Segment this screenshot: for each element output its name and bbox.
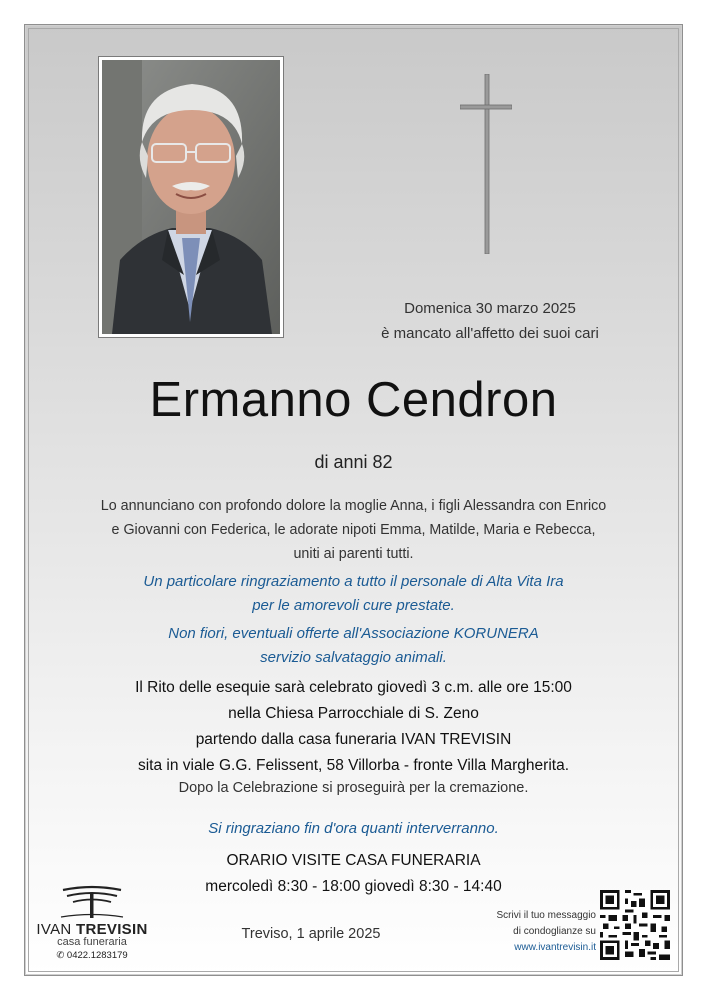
portrait-image (102, 60, 280, 334)
announcement-line: Lo annunciano con profondo dolore la moglie Anna, i figli Alessandra con Enrico (100, 498, 607, 514)
condolence-line: di condoglianze su (513, 926, 596, 937)
visiting-hours-times: mercoledì 8:30 - 18:00 giovedì 8:30 - 14:40 (205, 878, 502, 895)
donation-line: Non fiori, eventuali offerte all'Associazione KORUNERA (168, 625, 539, 642)
death-date-block (330, 296, 650, 346)
logo-first-name: IVAN (36, 921, 76, 938)
deceased-name: Ermanno Cendron (149, 373, 558, 427)
phone-number: 0422.1283179 (66, 950, 128, 961)
announcement-line: uniti ai parenti tutti. (293, 546, 414, 562)
staff-thanks (40, 570, 667, 618)
visiting-hours-title: ORARIO VISITE CASA FUNERARIA (226, 852, 481, 869)
logo-subtitle: casa funeraria (57, 936, 127, 948)
website-link[interactable]: www.ivantrevisin.it (514, 942, 596, 953)
phone-line (36, 950, 148, 961)
tree-logo-icon (57, 884, 127, 918)
cross-icon (460, 74, 512, 254)
funeral-rite-info (40, 675, 667, 779)
rite-line: sita in viale G.G. Felissent, 58 Villorba - fronte Villa Margherita. (137, 757, 570, 774)
place-and-date: Treviso, 1 aprile 2025 (241, 926, 381, 942)
portrait-photo (98, 56, 284, 338)
death-date: Domenica 30 marzo 2025 (404, 300, 576, 317)
donation-note (40, 622, 667, 670)
staff-thanks-line: per le amorevoli cure prestate. (252, 597, 455, 614)
rite-line: Il Rito delle esequie sarà celebrato giovedì 3 c.m. alle ore 15:00 (135, 679, 572, 696)
cremation-note: Dopo la Celebrazione si proseguirà per la cremazione. (178, 780, 529, 796)
condolence-info (470, 908, 596, 956)
deceased-age: di anni 82 (314, 452, 393, 472)
funeral-home-logo (36, 884, 148, 961)
general-thanks: Si ringraziano fin d'ora quanti interverranno. (208, 820, 499, 837)
condolence-line: Scrivi il tuo messaggio (496, 910, 596, 921)
qr-code-icon[interactable] (600, 890, 670, 960)
staff-thanks-line: Un particolare ringraziamento a tutto il personale di Alta Vita Ira (143, 573, 564, 590)
rite-line: partendo dalla casa funeraria IVAN TREVISIN (195, 731, 512, 748)
announcement-line: e Giovanni con Federica, le adorate nipoti Emma, Matilde, Maria e Rebecca, (111, 522, 596, 538)
death-subtitle: è mancato all'affetto dei suoi cari (381, 325, 599, 342)
phone-icon: ✆ (56, 950, 67, 961)
donation-line: servizio salvataggio animali. (260, 649, 447, 666)
logo-last-name: TREVISIN (76, 921, 148, 938)
announcement-text (40, 494, 667, 566)
rite-line: nella Chiesa Parrocchiale di S. Zeno (228, 705, 479, 722)
